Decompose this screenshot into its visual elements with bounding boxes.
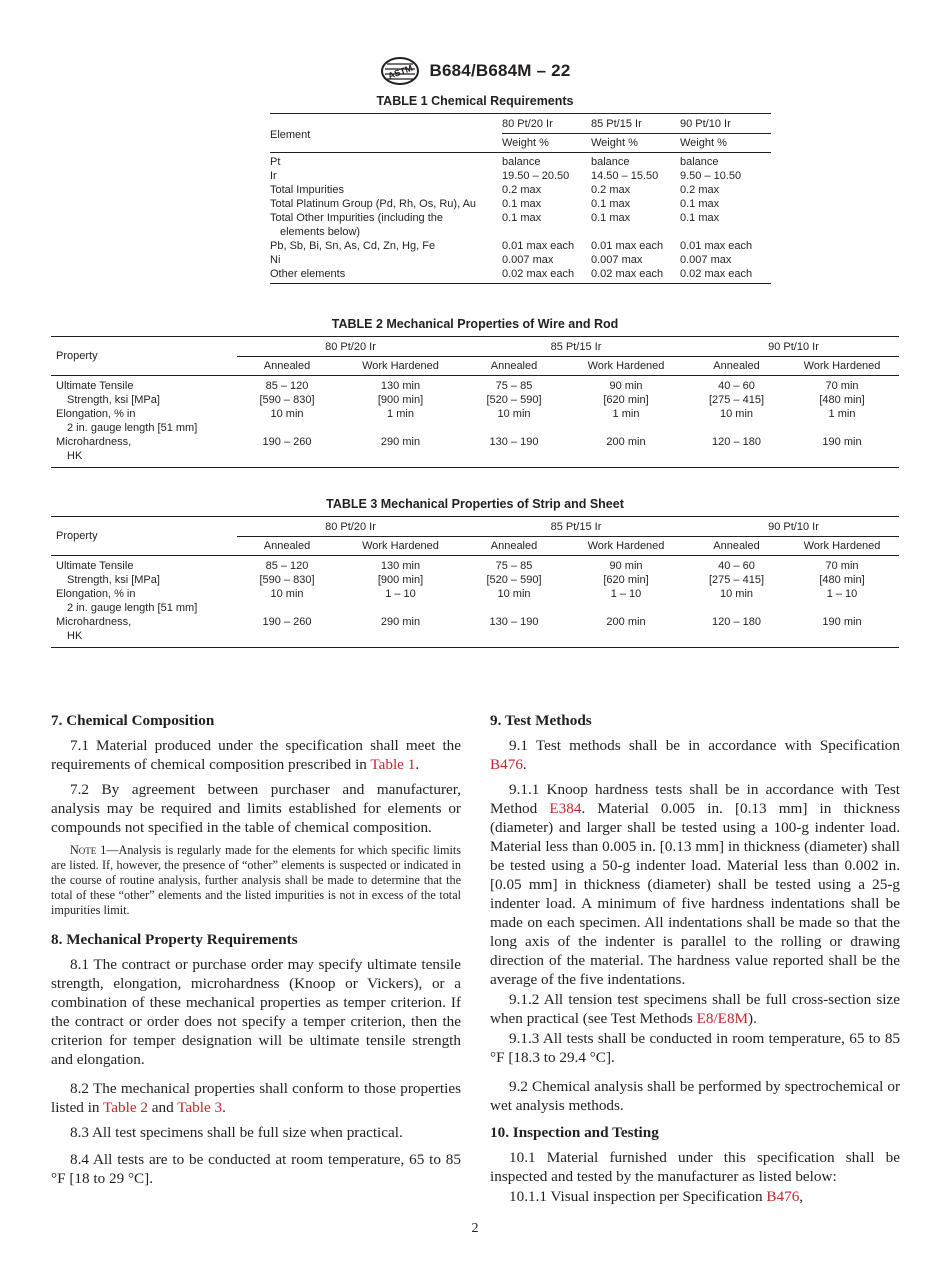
- table1-caption: TABLE 1 Chemical Requirements: [376, 94, 574, 108]
- table3-value: 130 – 190: [489, 616, 539, 628]
- table3-value: 40 – 60: [718, 560, 755, 572]
- table-row: [51, 449, 899, 468]
- table3-value: [275 – 415]: [708, 574, 765, 586]
- table2-value: 1 min: [828, 408, 856, 420]
- table3-value: 85 – 120: [265, 560, 309, 572]
- table3-value: 1 – 10: [385, 588, 416, 600]
- paragraph-10-1-1: 10.1.1 Visual inspection per Specification B476,: [509, 1188, 804, 1205]
- table2-property: Ultimate Tensile: [56, 380, 134, 392]
- table1-element: Total Other Impurities (including the elements below): [270, 212, 444, 238]
- table-row: [270, 169, 771, 183]
- paragraph-8-3: 8.3 All test specimens shall be full size when practical.: [70, 1124, 403, 1141]
- table2-value: [620 min]: [603, 394, 649, 406]
- table-row: [51, 435, 899, 449]
- right-column: [490, 709, 900, 1212]
- table3-property: 2 in. gauge length [51 mm]: [67, 602, 198, 614]
- table1-element: Ir: [270, 170, 277, 182]
- paragraph-8-2: 8.2 The mechanical properties shall conform to those properties listed in Table 2 and Table 3.: [51, 1080, 461, 1116]
- table1-element: Total Impurities: [270, 184, 344, 196]
- table2-value: 1 min: [612, 408, 640, 420]
- table2-value: 90 min: [609, 380, 643, 392]
- table3-property: Microhardness,: [56, 616, 132, 628]
- table3-property: HK: [67, 630, 83, 642]
- table-row: [270, 153, 771, 170]
- table1-value: 0.1 max: [680, 212, 720, 224]
- section-9-heading: 9. Test Methods: [490, 712, 592, 729]
- table3-sub-header: Annealed: [688, 537, 785, 556]
- table2-alloy-header: 85 Pt/15 Ir: [464, 337, 688, 357]
- table3-value: 75 – 85: [495, 560, 533, 572]
- table1-value: 19.50 – 20.50: [502, 170, 570, 182]
- table2-value: 10 min: [497, 408, 531, 420]
- table2-property: HK: [67, 450, 83, 462]
- table1-value: 14.50 – 15.50: [591, 170, 659, 182]
- table3-value: 290 min: [380, 616, 421, 628]
- table2-value: [900 min]: [377, 394, 424, 406]
- table-row: [51, 407, 899, 421]
- table3-property: Ultimate Tensile: [56, 560, 134, 572]
- table3-value: [590 – 830]: [259, 574, 315, 586]
- astm-logo-icon: [380, 56, 420, 86]
- table3-sub-header: Annealed: [464, 537, 564, 556]
- table2-sub-header: Work Hardened: [337, 357, 464, 376]
- table1-unit-header: Weight %: [680, 134, 771, 153]
- document-designation: B684/B684M – 22: [429, 61, 571, 80]
- document-header: [0, 56, 950, 86]
- table3-value: [520 – 590]: [486, 574, 542, 586]
- section-7-heading: 7. Chemical Composition: [51, 712, 215, 729]
- table-row: [270, 239, 771, 253]
- table1-value: 0.02 max each: [591, 268, 664, 280]
- table-row: [51, 393, 899, 407]
- table-row: [270, 211, 771, 239]
- table3-alloy-header: 90 Pt/10 Ir: [688, 517, 899, 537]
- table2-value: 85 – 120: [265, 380, 309, 392]
- table1-value: balance: [591, 156, 630, 168]
- table2-value: 130 – 190: [489, 436, 539, 448]
- table3-value: 200 min: [606, 616, 646, 628]
- paragraph-9-2: 9.2 Chemical analysis shall be performed by spectrochemical or wet analysis methods.: [490, 1078, 900, 1114]
- table-row: [51, 376, 899, 394]
- table3-value: 1 – 10: [610, 588, 642, 600]
- table3-value: 1 – 10: [826, 588, 858, 600]
- e384-link[interactable]: E384: [549, 800, 582, 817]
- paragraph-8-4: 8.4 All tests are to be conducted at room temperature, 65 to 85 °F [18 to 29 °C].: [51, 1151, 461, 1187]
- table2-alloy-header: 80 Pt/20 Ir: [237, 337, 464, 357]
- table2-property: Elongation, % in: [56, 408, 136, 420]
- table1-alloy-header: 80 Pt/20 Ir: [502, 114, 591, 134]
- table3-alloy-header: 85 Pt/15 Ir: [464, 517, 688, 537]
- table1-element: Total Platinum Group (Pd, Rh, Os, Ru), Au: [270, 198, 477, 210]
- table3-property: Elongation, % in: [56, 588, 136, 600]
- table1-value: 0.2 max: [502, 184, 542, 196]
- table3-value: 10 min: [497, 588, 531, 600]
- table2-alloy-header: 90 Pt/10 Ir: [688, 337, 899, 357]
- table1-value: 0.01 max each: [502, 240, 575, 252]
- table2-property: Strength, ksi [MPa]: [67, 394, 160, 406]
- left-column: [51, 709, 461, 1194]
- table-row: [51, 573, 899, 587]
- table2-value: 200 min: [606, 436, 646, 448]
- table1-value: 9.50 – 10.50: [680, 170, 742, 182]
- table1-value: 0.01 max each: [680, 240, 753, 252]
- table2-value: [480 min]: [819, 394, 865, 406]
- e8-e8m-link[interactable]: E8/E8M: [696, 1010, 749, 1027]
- table3-value: 190 min: [822, 616, 862, 628]
- b476-link[interactable]: B476: [490, 756, 523, 773]
- table3-property: Strength, ksi [MPa]: [67, 574, 160, 586]
- table2-value: 70 min: [825, 380, 859, 392]
- table1-value: 0.1 max: [502, 198, 542, 210]
- table2-property: Microhardness,: [56, 436, 132, 448]
- table3-value: 130 min: [380, 560, 421, 572]
- table1-value: 0.1 max: [502, 212, 542, 224]
- table2-property-header: Property: [51, 337, 237, 376]
- table3-caption: TABLE 3 Mechanical Properties of Strip and Sheet: [326, 497, 624, 511]
- table-row: [51, 601, 899, 615]
- table3-sub-header: Work Hardened: [785, 537, 899, 556]
- table2-link[interactable]: Table 2: [103, 1099, 148, 1116]
- table1-element-header: Element: [270, 114, 502, 153]
- table1-value: 0.1 max: [680, 198, 720, 210]
- table1-element: Pt: [270, 156, 281, 168]
- table1-element: Other elements: [270, 268, 346, 280]
- paragraph-9-1-2: 9.1.2 All tension test specimens shall be full cross-section size when practical (see Test Methods E8/E8M).: [490, 991, 900, 1027]
- table1-value: 0.02 max each: [502, 268, 575, 280]
- table1-value: 0.007 max: [591, 254, 643, 266]
- paragraph-7-1: 7.1 Material produced under the specification shall meet the requirements of chemical composition prescribed in Table 1.: [51, 737, 461, 773]
- note-1: Note 1—Analysis is regularly made for the elements for which specific limits are listed. If, however, the presence of “other” elements is suspected or indicated in the course of routine analysis, further analysis shall be made to determine that the total of these “other” elements and the listed impurities is not in excess of the total impurities limit.: [51, 843, 462, 917]
- paragraph-9-1-3: 9.1.3 All tests shall be conducted in room temperature, 65 to 85 °F [18.3 to 29.4 °C].: [490, 1030, 900, 1066]
- table3-value: 70 min: [825, 560, 859, 572]
- table1-value: 0.1 max: [591, 212, 631, 224]
- table1-alloy-header: 90 Pt/10 Ir: [680, 114, 771, 134]
- table1-link[interactable]: Table 1: [370, 756, 416, 773]
- table3-value: 10 min: [719, 588, 754, 600]
- table2-sub-header: Work Hardened: [564, 357, 688, 376]
- table1-alloy-header: 85 Pt/15 Ir: [591, 114, 680, 134]
- table3-sub-header: Work Hardened: [564, 537, 688, 556]
- page-number: 2: [471, 1221, 479, 1236]
- table3-sub-header: Work Hardened: [337, 537, 464, 556]
- table1-value: 0.007 max: [502, 254, 554, 266]
- table2-value: 190 – 260: [262, 436, 312, 448]
- table2-value: [275 – 415]: [708, 394, 765, 406]
- table2-value: 75 – 85: [495, 380, 533, 392]
- table-row: [270, 183, 771, 197]
- table1-value: 0.01 max each: [591, 240, 664, 252]
- table2-value: 190 min: [822, 436, 862, 448]
- table2-value: 290 min: [380, 436, 421, 448]
- paragraph-9-1: 9.1 Test methods shall be in accordance with Specification B476.: [490, 737, 900, 773]
- table-row: [51, 615, 899, 629]
- table3-property-header: Property: [51, 517, 237, 556]
- table1-element: Ni: [270, 254, 281, 266]
- table1-value: 0.1 max: [591, 198, 631, 210]
- wire-rod-properties-table: [51, 336, 899, 468]
- table-row: [51, 587, 899, 601]
- table1-value: 0.007 max: [680, 254, 732, 266]
- table2-caption: TABLE 2 Mechanical Properties of Wire and Rod: [331, 317, 619, 331]
- table1-value: balance: [680, 156, 719, 168]
- table-row: [270, 267, 771, 284]
- table2-sub-header: Annealed: [464, 357, 564, 376]
- table3-value: [900 min]: [377, 574, 424, 586]
- table1-element: Pb, Sb, Bi, Sn, As, Cd, Zn, Hg, Fe: [270, 240, 436, 252]
- table2-value: 10 min: [270, 408, 304, 420]
- table-row: [51, 556, 899, 574]
- table2-value: 10 min: [719, 408, 754, 420]
- table2-value: [590 – 830]: [259, 394, 315, 406]
- table1-unit-header: Weight %: [591, 134, 680, 153]
- table2-sub-header: Work Hardened: [785, 357, 899, 376]
- table3-link[interactable]: Table 3: [177, 1099, 223, 1116]
- b476-link[interactable]: B476: [766, 1188, 800, 1205]
- table2-property: 2 in. gauge length [51 mm]: [67, 422, 198, 434]
- table1-unit-header: Weight %: [502, 134, 591, 153]
- table1-value: 0.02 max each: [680, 268, 753, 280]
- paragraph-10-1: 10.1 Material furnished under this specification shall be inspected and tested by the manufacturer as listed below:: [490, 1149, 900, 1185]
- table3-value: [620 min]: [603, 574, 649, 586]
- table2-sub-header: Annealed: [688, 357, 785, 376]
- table-row: [51, 629, 899, 648]
- table3-value: 10 min: [270, 588, 304, 600]
- chemical-requirements-table: [270, 113, 771, 284]
- table3-value: 190 – 260: [262, 616, 312, 628]
- table-row: [51, 421, 899, 435]
- paragraph-8-1: 8.1 The contract or purchase order may specify ultimate tensile strength, elongation, microhardness (Knoop or Vickers), or a combination of these mechanical properties as temper criterion. If the contract or order does not specify a temper criterion, then the criterion for temper designation will be ultimate tensile strength and elongation.: [51, 956, 461, 1068]
- table2-value: 130 min: [380, 380, 421, 392]
- table3-sub-header: Annealed: [237, 537, 337, 556]
- section-8-heading: 8. Mechanical Property Requirements: [51, 931, 298, 948]
- table1-value: 0.2 max: [591, 184, 631, 196]
- svg-text:ASTM: ASTM: [386, 62, 414, 81]
- table-row: [270, 197, 771, 211]
- paragraph-9-1-1: 9.1.1 Knoop hardness tests shall be in accordance with Test Method E384. Material 0.005 in. [0.13 mm] in thickness (diameter) and larger shall be tested using a 100-g indenter load. Material less than 0.005 in. [0.13 mm] in thickness (diameter) shall be tested using a 50-g indenter load. Material less than 0.002 in. [0.05 mm] in thickness (diameter) shall be tested using a 25-g indenter load. A minimum of five hardness indentations shall be made on each specimen. All indentations shall be made so that the long axis of the indenter is parallel to the rolling or drawing direction of the material. The hardness value reported shall be the average of the five indentations.: [490, 781, 900, 988]
- table2-value: 1 min: [387, 408, 414, 420]
- table2-sub-header: Annealed: [237, 357, 337, 376]
- strip-sheet-properties-table: [51, 516, 899, 648]
- table1-value: balance: [502, 156, 541, 168]
- table2-value: 40 – 60: [718, 380, 755, 392]
- table-row: [270, 253, 771, 267]
- paragraph-7-2: 7.2 By agreement between purchaser and manufacturer, analysis may be required and limits established for elements or compounds not specified in the table of chemical composition.: [51, 781, 461, 836]
- section-10-heading: 10. Inspection and Testing: [490, 1124, 659, 1141]
- table2-value: 120 – 180: [712, 436, 761, 448]
- table3-value: 90 min: [609, 560, 643, 572]
- table3-alloy-header: 80 Pt/20 Ir: [237, 517, 464, 537]
- table3-value: 120 – 180: [712, 616, 761, 628]
- table2-value: [520 – 590]: [486, 394, 542, 406]
- table3-value: [480 min]: [819, 574, 865, 586]
- table1-value: 0.2 max: [680, 184, 720, 196]
